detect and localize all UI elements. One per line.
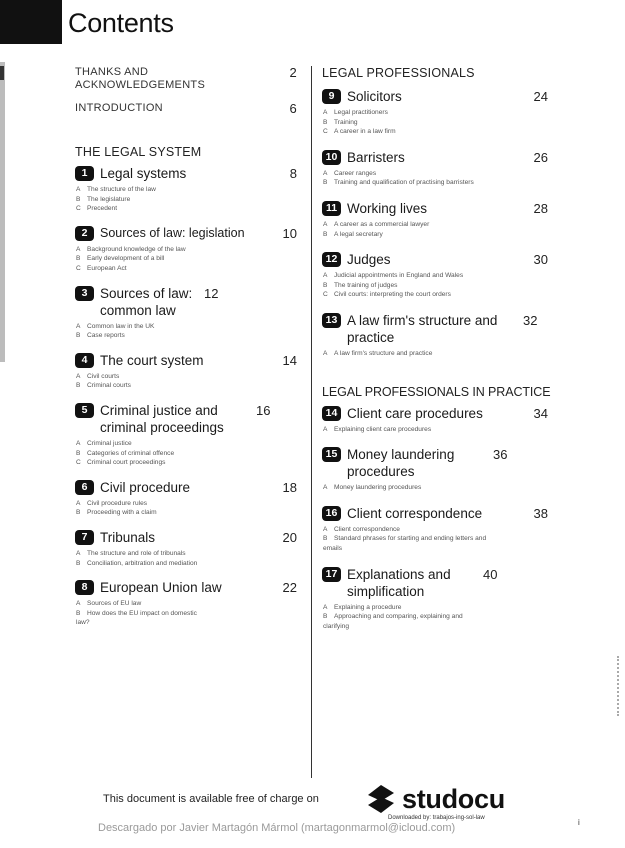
- unit-page: 30: [533, 252, 548, 268]
- unit-13[interactable]: [322, 312, 548, 359]
- unit-number-badge: 15: [322, 447, 341, 462]
- unit-8[interactable]: [75, 579, 297, 628]
- unit-number-badge: 11: [322, 201, 341, 216]
- subsection-item: A Civil procedure rules: [76, 499, 148, 507]
- studocu-logo-icon: [364, 781, 398, 817]
- unit-subsections: [75, 372, 297, 391]
- subsection-item: B Early development of a bill: [76, 255, 165, 263]
- unit-12[interactable]: [322, 251, 548, 300]
- unit-title: Civil procedure: [100, 479, 191, 495]
- unit-title: Criminal justice and criminal proceedings: [100, 402, 224, 435]
- unit-number-badge: 5: [75, 403, 94, 418]
- unit-number-badge: 4: [75, 353, 94, 368]
- subsection-item: A Background knowledge of the law: [76, 245, 186, 253]
- subsection-item: B Training and qualification of practising barristers: [323, 179, 474, 187]
- front-item-page: 2: [289, 65, 297, 80]
- unit-subsections: [322, 425, 548, 435]
- subsection-item: A The structure of the law: [76, 186, 156, 193]
- subsection-item: A Client correspondence: [323, 525, 400, 533]
- page-edge-mark: [0, 66, 4, 80]
- unit-subsections: [322, 271, 548, 300]
- unit-title: Judges: [347, 252, 391, 268]
- unit-1[interactable]: [75, 165, 297, 214]
- download-watermark: Descargado por Javier Martagón Mármol (martagonmarmol@icloud.com): [98, 822, 456, 834]
- unit-page: 28: [533, 200, 548, 216]
- unit-number-badge: 6: [75, 480, 94, 495]
- subsection-item: A Explaining client care procedures: [323, 425, 432, 433]
- unit-6[interactable]: [75, 479, 297, 518]
- unit-title: Sources of law: common law: [100, 285, 193, 318]
- unit-title: European Union law: [100, 580, 222, 596]
- unit-number-badge: 1: [75, 166, 94, 181]
- subsection-item: B How does the EU impact on domestic law?: [76, 609, 197, 627]
- unit-title: Money laundering procedures: [347, 447, 455, 480]
- unit-number-badge: 10: [322, 150, 341, 165]
- unit-number-badge: 12: [322, 252, 341, 267]
- subsection-item: C Precedent: [76, 205, 118, 213]
- subsection-item: B Categories of criminal offence: [76, 449, 175, 457]
- unit-subsections: [322, 220, 548, 239]
- subsection-item: A Judicial appointments in England and Wales: [323, 272, 464, 280]
- unit-number-badge: 16: [322, 506, 341, 521]
- subsection-item: C Civil courts: interpreting the court orders: [323, 291, 451, 299]
- unit-page: 38: [533, 505, 548, 521]
- front-item-label: INTRODUCTION: [75, 102, 163, 114]
- subsection-item: B The legislature: [76, 195, 131, 203]
- unit-title: Solicitors: [347, 89, 402, 104]
- unit-subsections: [75, 439, 297, 468]
- page-title: Contents: [68, 8, 174, 38]
- subsection-item: A Common law in the UK: [76, 322, 155, 330]
- unit-16[interactable]: [322, 505, 548, 554]
- contents-right-column: [322, 66, 551, 631]
- unit-17[interactable]: [322, 566, 548, 632]
- unit-title: Tribunals: [100, 529, 156, 545]
- unit-number-badge: 17: [322, 567, 341, 582]
- unit-page: 34: [533, 405, 548, 421]
- unit-10[interactable]: [322, 149, 548, 188]
- unit-11[interactable]: [322, 200, 548, 239]
- unit-page: 8: [289, 166, 297, 181]
- unit-number-badge: 3: [75, 286, 94, 301]
- unit-title: A law firm's structure and practice: [347, 312, 498, 345]
- unit-number-badge: 9: [322, 89, 341, 104]
- unit-title: Client care procedures: [347, 405, 483, 421]
- subsection-item: C Criminal court proceedings: [76, 459, 166, 467]
- subsection-item: C A career in a law firm: [323, 128, 396, 136]
- page-edge-dots: [617, 656, 621, 716]
- subsection-item: A A career as a commercial lawyer: [323, 220, 430, 228]
- unit-page: 16: [256, 402, 271, 418]
- unit-7[interactable]: [75, 529, 297, 568]
- subsection-item: A Explaining a procedure: [323, 603, 402, 611]
- header-black-tab: [0, 0, 62, 44]
- unit-page: 12: [204, 285, 219, 301]
- unit-subsections: [322, 169, 548, 188]
- subsection-item: B Case reports: [76, 332, 125, 340]
- unit-page: 26: [533, 149, 548, 165]
- unit-number-badge: 7: [75, 530, 94, 545]
- page-edge-bar: [0, 62, 5, 362]
- unit-page: 40: [483, 566, 498, 582]
- unit-number-badge: 8: [75, 580, 94, 595]
- front-item-label: THANKS AND ACKNOWLEDGEMENTS: [75, 66, 206, 91]
- unit-title: The court system: [100, 352, 204, 368]
- unit-9[interactable]: [322, 88, 548, 137]
- subsection-item: B Standard phrases for starting and ending letters and emails: [323, 535, 487, 552]
- subsection-item: B Approaching and comparing, explaining and clarifying: [323, 613, 463, 630]
- subsection-item: A The structure and role of tribunals: [76, 549, 186, 557]
- unit-2[interactable]: [75, 225, 297, 274]
- subsection-item: A A law firm's structure and practice: [323, 349, 433, 357]
- unit-subsections: [322, 603, 548, 632]
- subsection-item: A Legal practitioners: [323, 109, 388, 116]
- unit-subsections: [75, 499, 297, 518]
- unit-page: 20: [282, 529, 297, 545]
- front-item-page: 6: [289, 101, 297, 116]
- front-item-introduction[interactable]: [75, 102, 297, 115]
- unit-15[interactable]: [322, 446, 548, 493]
- unit-title: Explanations and simplification: [347, 566, 451, 599]
- unit-number-badge: 2: [75, 226, 94, 241]
- unit-5[interactable]: [75, 402, 297, 468]
- unit-14[interactable]: [322, 405, 548, 435]
- unit-3[interactable]: [75, 285, 297, 341]
- section-heading-legal-professionals: LEGAL PROFESSIONALS: [322, 66, 475, 80]
- studocu-subline: Downloaded by: trabajos-ing-sol-law: [388, 815, 485, 821]
- unit-subsections: [75, 549, 297, 568]
- subsection-item: B The training of judges: [323, 281, 398, 289]
- unit-subsections: [75, 599, 297, 628]
- subsection-item: B A legal secretary: [323, 230, 383, 238]
- contents-left-column: [75, 66, 297, 628]
- unit-subsections: [322, 525, 548, 554]
- unit-page: 18: [282, 479, 297, 495]
- unit-page: 22: [282, 580, 297, 596]
- footer-availability-text: This document is available free of charge on: [103, 793, 319, 805]
- studocu-wordmark: studocu: [402, 783, 505, 814]
- unit-number-badge: 13: [322, 313, 341, 328]
- subsection-item: A Civil courts: [76, 372, 120, 380]
- unit-subsections: [75, 245, 297, 274]
- unit-title: Legal systems: [100, 166, 187, 181]
- unit-title: Working lives: [347, 200, 428, 216]
- unit-subsections: [75, 322, 297, 341]
- unit-page: 36: [493, 447, 508, 463]
- column-divider: [311, 66, 312, 778]
- front-item-thanks[interactable]: [75, 66, 297, 92]
- unit-page: 32: [523, 312, 538, 328]
- unit-title: Client correspondence: [347, 505, 483, 521]
- unit-title: Sources of law: legislation: [100, 225, 245, 240]
- unit-subsections: [322, 108, 548, 137]
- studocu-logo[interactable]: [364, 781, 505, 817]
- subsection-item: A Criminal justice: [76, 439, 132, 447]
- unit-number-badge: 14: [322, 406, 341, 421]
- subsection-item: A Money laundering procedures: [323, 484, 422, 492]
- section-heading-legal-system: THE LEGAL SYSTEM: [75, 145, 202, 159]
- subsection-item: A Career ranges: [323, 169, 377, 177]
- unit-page: 14: [282, 352, 297, 368]
- unit-4[interactable]: [75, 352, 297, 391]
- unit-subsections: [322, 483, 548, 493]
- subsection-item: B Criminal courts: [76, 382, 131, 390]
- unit-page: 24: [533, 89, 548, 104]
- unit-subsections: [322, 349, 548, 359]
- unit-title: Barristers: [347, 149, 405, 165]
- page-marker: i: [578, 818, 580, 827]
- subsection-item: B Conciliation, arbitration and mediation: [76, 559, 198, 567]
- subsection-item: B Proceeding with a claim: [76, 509, 157, 517]
- unit-subsections: [75, 185, 297, 214]
- section-heading-legal-practice: LEGAL PROFESSIONALS IN PRACTICE: [322, 384, 551, 399]
- subsection-item: B Training: [323, 118, 358, 126]
- unit-page: 10: [282, 225, 297, 241]
- subsection-item: A Sources of EU law: [76, 600, 142, 608]
- subsection-item: C European Act: [76, 264, 127, 272]
